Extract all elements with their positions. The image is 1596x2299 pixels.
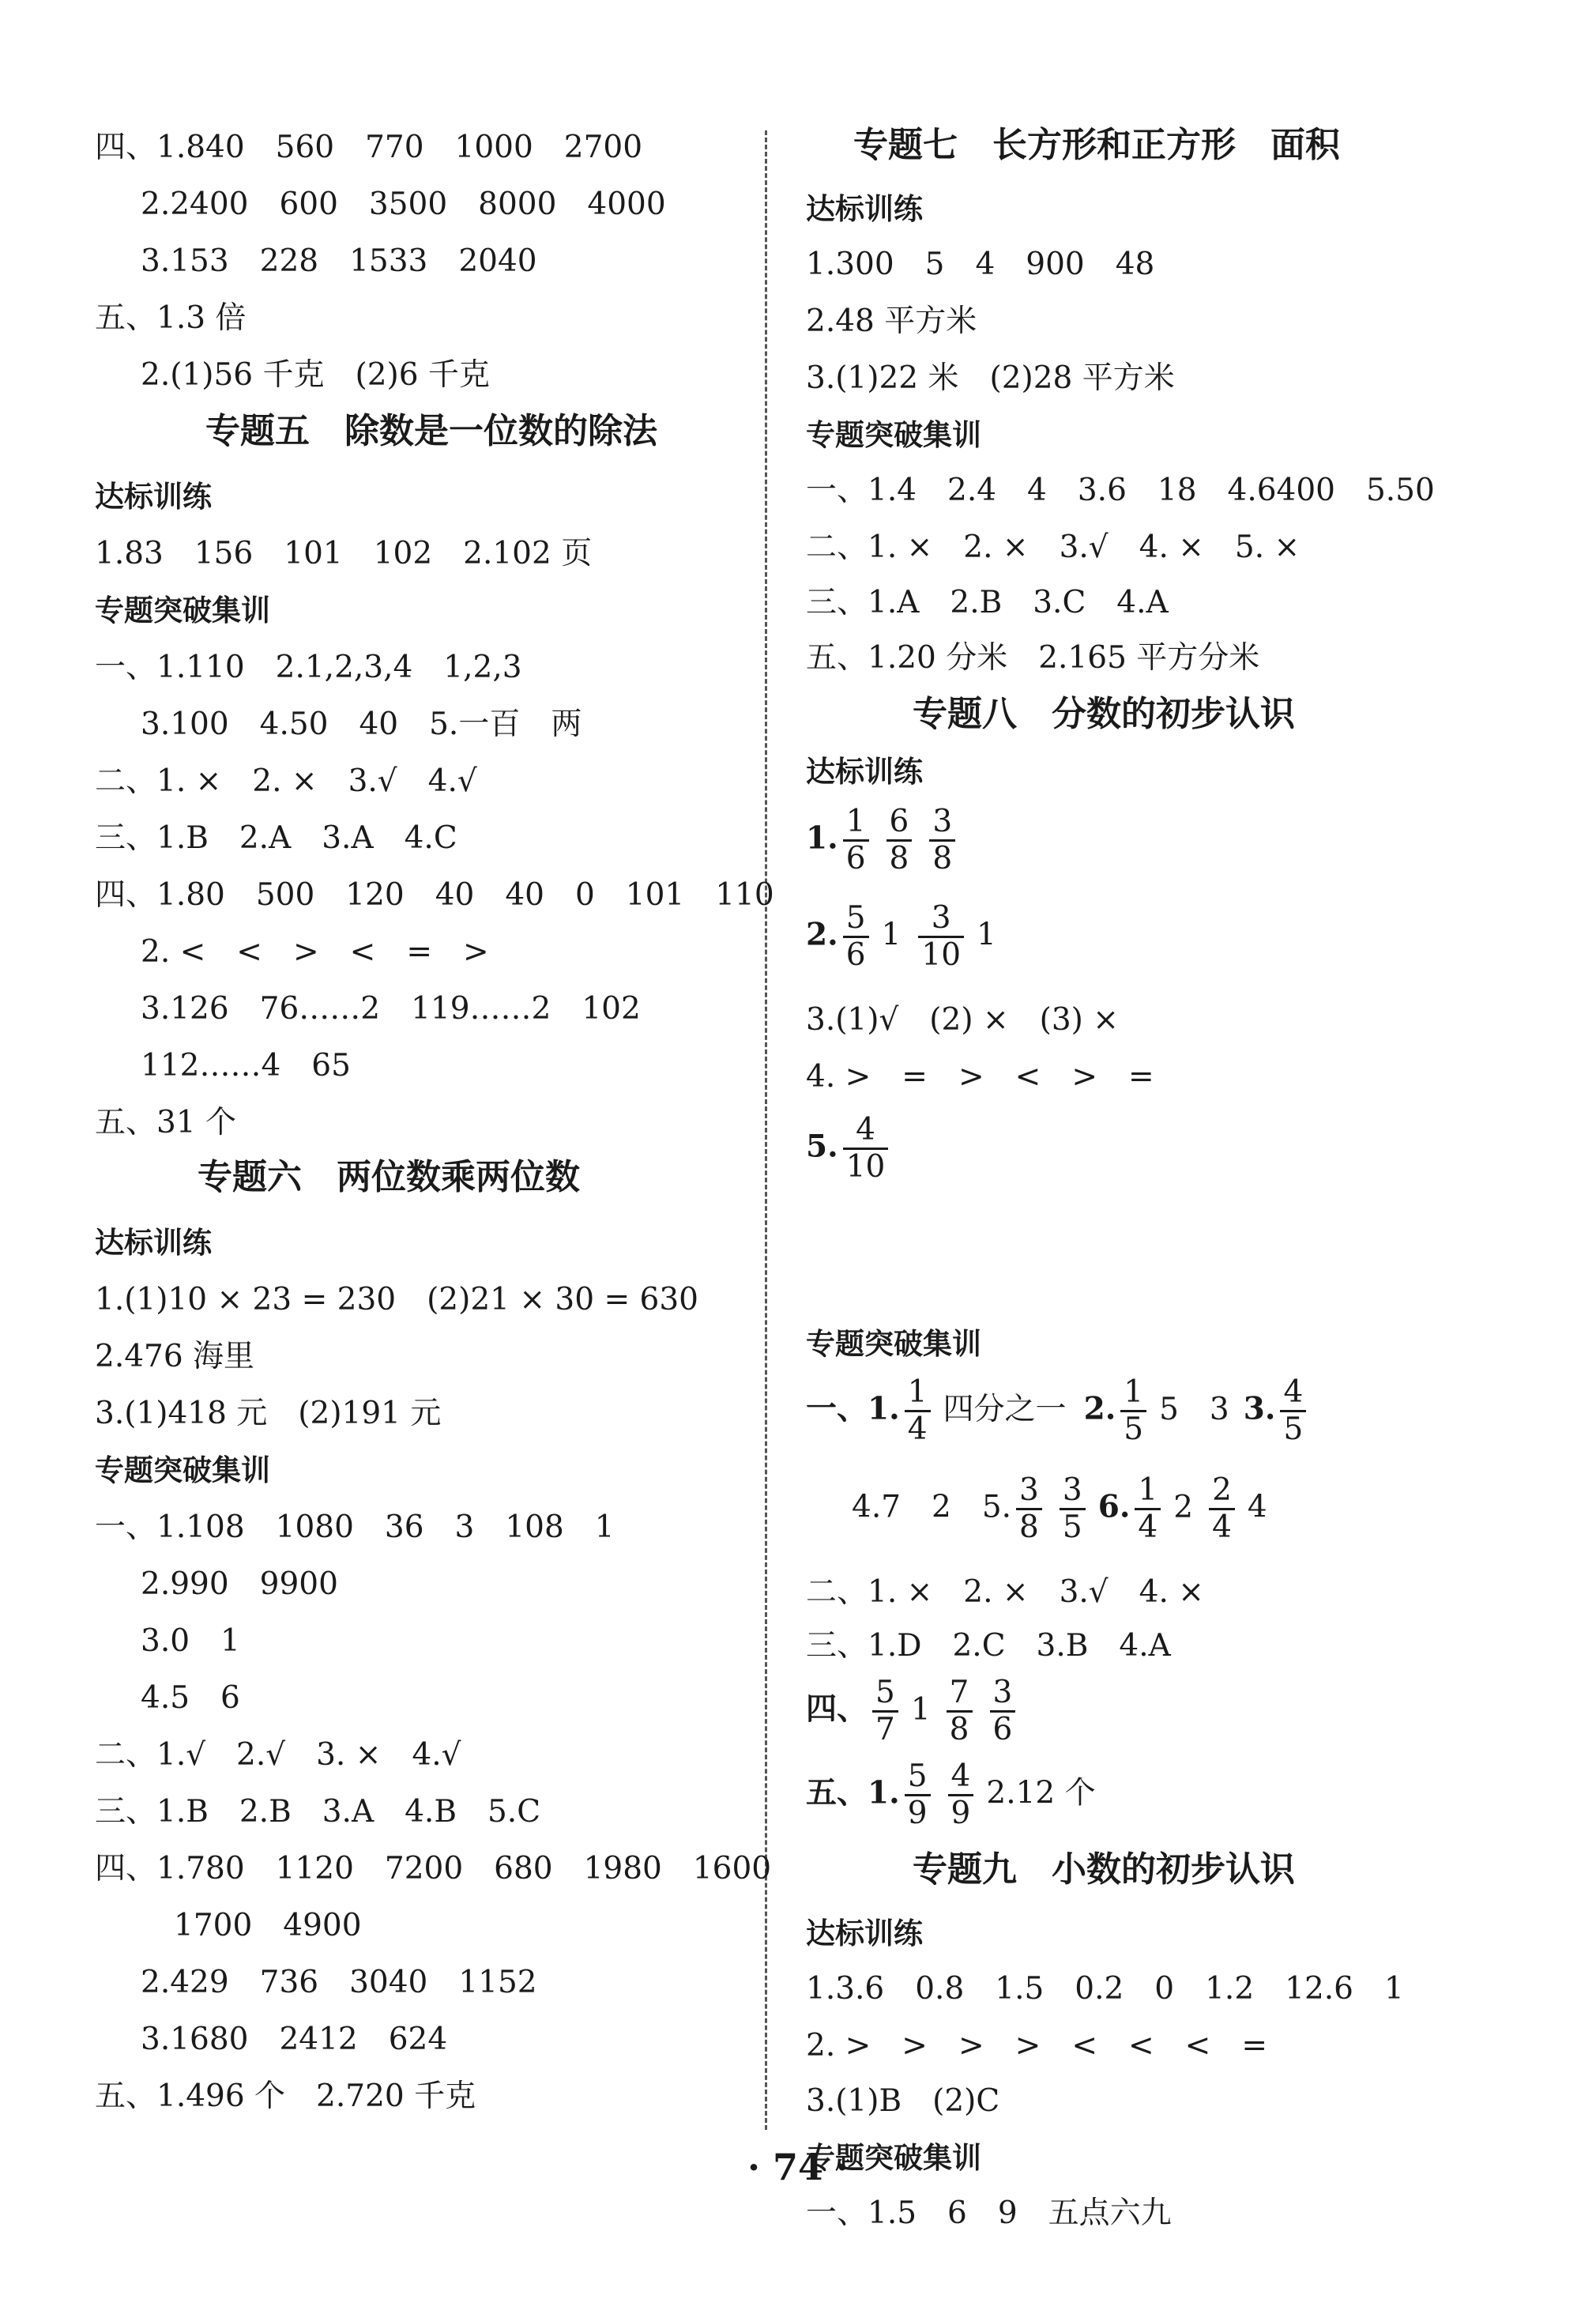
answer-line: 二、1. × 2. × 3.√ 4.√ — [95, 763, 477, 799]
answer-line: 112……4 65 — [141, 1048, 351, 1084]
section-title-6: 专题六 两位数乘两位数 — [198, 1157, 580, 1197]
answer-line: 3.1680 2412 624 — [141, 2022, 448, 2057]
answer-line: 一、1.4 2.4 4 3.6 18 4.6400 5.50 — [806, 473, 1435, 508]
column-divider — [765, 130, 767, 2130]
fraction-answer-line: 4.7 2 5. $\frac{3}{8}$ $\frac{3}{5}$ 6. $\frac{1}{4}$ 2 $\frac{2}{4}$ 4 — [852, 1472, 1267, 1545]
section-title-9: 专题九 小数的初步认识 — [913, 1849, 1295, 1890]
subheading: 专题突破集训 — [95, 1453, 270, 1487]
answer-line: 一、1.108 1080 36 3 108 1 — [95, 1509, 615, 1545]
answer-line: 二、1. × 2. × 3.√ 4. × 5. × — [806, 530, 1301, 565]
subheading: 专题突破集训 — [95, 594, 270, 628]
page-number: · 74 · — [747, 2146, 849, 2188]
answer-line: 1.83 156 101 102 2.102 页 — [95, 536, 593, 571]
answer-line: 1.3.6 0.8 1.5 0.2 0 1.2 12.6 1 — [806, 1971, 1404, 2007]
answer-line: 四、1.780 1120 7200 680 1980 1600 — [95, 1851, 772, 1886]
answer-line: 四、1.80 500 120 40 40 0 101 110 — [95, 877, 774, 913]
fraction-answer-line: 5. $\frac{4}{10}$ — [806, 1113, 901, 1185]
fraction-answer-line: 一、1. $\frac{1}{4}$ 四分之一 2. $\frac{1}{5}$ 5 3 3. $\frac{4}{5}$ — [806, 1375, 1319, 1447]
answer-line: 1700 4900 — [174, 1908, 362, 1943]
answer-line: 3.100 4.50 40 5.一百 两 — [141, 707, 582, 742]
subheading: 专题突破集训 — [806, 418, 981, 452]
fraction-answer-line: 1. $\frac{1}{6}$ $\frac{6}{8}$ $\frac{3}{8}$ — [806, 805, 968, 876]
subheading: 达标训练 — [806, 1916, 923, 1950]
fraction-answer-line: 2. $\frac{5}{6}$ 1 $\frac{3}{10}$ 1 — [806, 900, 996, 973]
answer-line: 三、1.B 2.B 3.A 4.B 5.C — [95, 1794, 541, 1830]
answer-line: 3.0 1 — [141, 1623, 240, 1659]
answer-line: 2.2400 600 3500 8000 4000 — [141, 187, 666, 222]
answer-line: 4. > = > < > = — [806, 1059, 1154, 1095]
answer-line: 四、1.840 560 770 1000 2700 — [95, 130, 643, 165]
answer-line: 五、1.20 分米 2.165 平方分米 — [806, 640, 1260, 676]
answer-line: 3.(1)√ (2) × (3) × — [806, 1002, 1119, 1038]
subheading: 达标训练 — [806, 192, 923, 226]
answer-line: 2. > > > > < < < = — [806, 2028, 1268, 2063]
section-title-5: 专题五 除数是一位数的除法 — [205, 411, 657, 451]
answer-line: 1.(1)10 × 23 = 230 (2)21 × 30 = 630 — [95, 1282, 698, 1317]
subheading: 达标训练 — [95, 1226, 212, 1260]
answer-line: 一、1.110 2.1,2,3,4 1,2,3 — [95, 650, 522, 685]
fraction-answer-line: 四、 $\frac{5}{7}$ 1 $\frac{7}{8}$ $\frac{3}{6}$ — [806, 1675, 1028, 1747]
answer-line: 4.5 6 — [141, 1680, 240, 1716]
answer-line: 三、1.A 2.B 3.C 4.A — [806, 585, 1169, 620]
answer-line: 三、1.B 2.A 3.A 4.C — [95, 820, 457, 856]
answer-line: 2.(1)56 千克 (2)6 千克 — [141, 357, 490, 393]
section-title-7: 专题七 长方形和正方形 面积 — [853, 125, 1340, 165]
answer-line: 五、1.3 倍 — [95, 300, 247, 336]
answer-line: 五、1.496 个 2.720 千克 — [95, 2079, 476, 2114]
answer-line: 3.126 76……2 119……2 102 — [141, 991, 641, 1027]
subheading: 专题突破集训 — [806, 1327, 981, 1361]
answer-line: 二、1.√ 2.√ 3. × 4.√ — [95, 1737, 461, 1773]
answer-line: 3.(1)B (2)C — [806, 2083, 1000, 2119]
answer-line: 2.476 海里 — [95, 1339, 255, 1374]
answer-line: 2. < < > < = > — [141, 934, 489, 970]
fraction-answer-line: 五、1. $\frac{5}{9}$ $\frac{4}{9}$ 2.12 个 — [806, 1758, 1096, 1831]
subheading: 达标训练 — [95, 480, 212, 514]
answer-line: 五、31 个 — [95, 1105, 237, 1140]
answer-line: 三、1.D 2.C 3.B 4.A — [806, 1628, 1171, 1664]
answer-line: 一、1.5 6 9 五点六九 — [806, 2195, 1172, 2231]
answer-line: 1.300 5 4 900 48 — [806, 247, 1155, 282]
answer-line: 2.429 736 3040 1152 — [141, 1965, 537, 2000]
answer-line: 2.990 9900 — [141, 1566, 338, 1602]
subheading: 专题突破集训 — [806, 2141, 981, 2175]
answer-line: 3.(1)418 元 (2)191 元 — [95, 1396, 442, 1431]
answer-line: 二、1. × 2. × 3.√ 4. × — [806, 1574, 1204, 1610]
section-title-8: 专题八 分数的初步认识 — [913, 694, 1295, 734]
subheading: 达标训练 — [806, 755, 923, 789]
answer-line: 3.(1)22 米 (2)28 平方米 — [806, 360, 1175, 396]
answer-line: 2.48 平方米 — [806, 303, 977, 339]
answer-line: 3.153 228 1533 2040 — [141, 243, 537, 279]
